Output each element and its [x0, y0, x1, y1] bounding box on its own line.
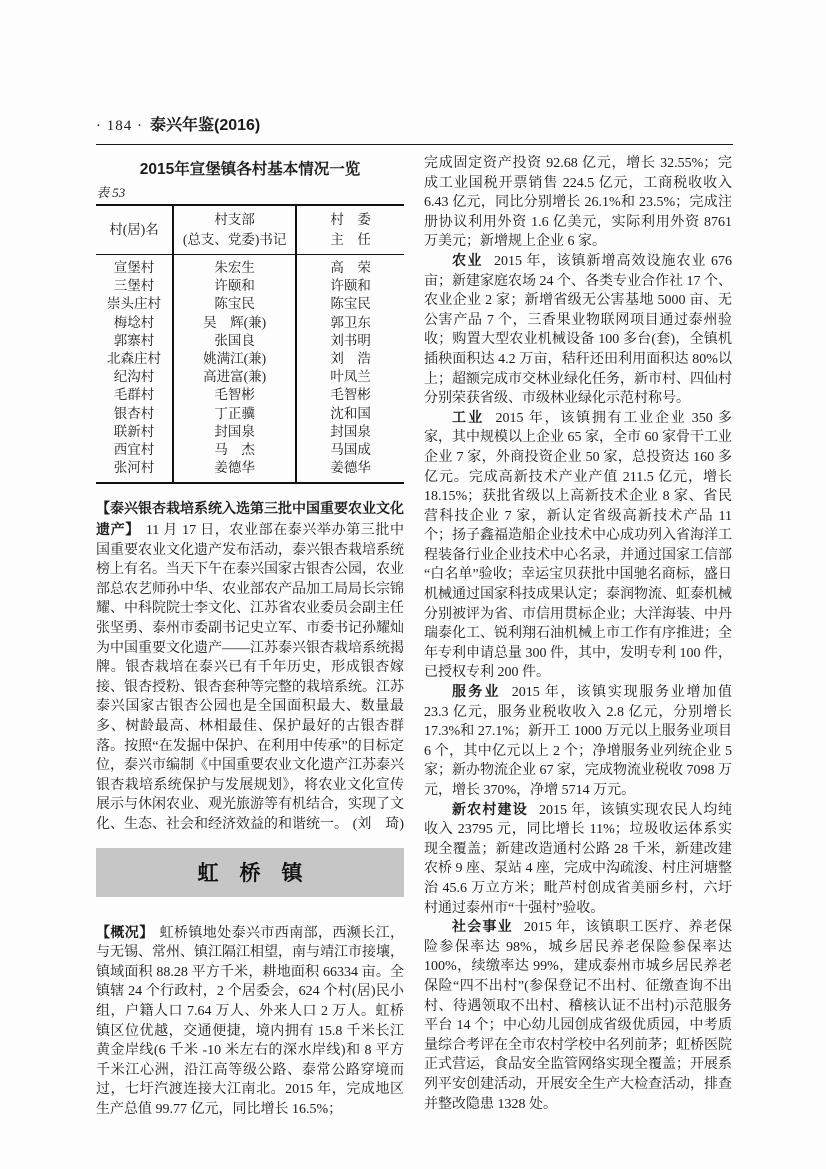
table-row [96, 277, 404, 295]
article-author-credit: (刘 琦) [352, 816, 404, 832]
secretary-cell: 许颐和 [173, 277, 296, 295]
village-cell: 毛群村 [113, 387, 155, 403]
table-title: 2015年宣堡镇各村基本情况一览 [139, 161, 361, 178]
village-cell: 郭寨村 [113, 332, 155, 348]
table-row [96, 441, 404, 459]
overview-entry-label: 【概况】 [96, 923, 154, 940]
table-row [96, 368, 404, 386]
new-countryside-body-text: 2015 年，该镇实现农民人均纯收入 23795 元，同比增长 11%；垃圾收运体系实现全覆盖；新建改造通村公路 28 千米，新建改建农桥 9 座、泵站 4 座，完成中沟疏浚、村庄河塘整治 45.6 万立方米；毗芦村创成省美丽乡村，六圩村通过泰州市“十强村”验收。 [424, 802, 732, 916]
article-entry-title: 【泰兴银杏栽培系统入选第三批中国重要农业文化遗产】 [96, 500, 404, 538]
village-cell: 纪沟村 [113, 369, 155, 385]
social-affairs-label: 社会事业 [452, 920, 513, 936]
page-number: · 184 · [96, 118, 143, 134]
industry-label: 工业 [452, 410, 485, 426]
service-industry-body-text: 2015 年，该镇实现服务业增加值 23.3 亿元，服务业税收收入 2.8 亿元，分别增长 17.3%和 27.1%；新开工 1000 万元以上服务业项目 6 个，其中亿元以上 2 个；净增服务业列统企业 5 家；新办物流企业 67 家，完成物流业税收 7098 万元，增长 370%，净增 5714 万元。 [424, 685, 733, 798]
secretary-cell: 陈宝民 [173, 295, 296, 313]
agriculture-body-text: 2015 年，该镇新增高效设施农业 676 亩；新建家庭农场 24 个、各类专业合作社 17 个、农业企业 2 家；新增省级无公害基地 5000 亩、无公害产品 7 个，三香果业物联网项目通过泰州验收；购置大型农业机械设备 100 多台(套)，全镇机插秧面积达 4.2 万亩，秸秆还田利用面积达 80%以上；超额完成市交林业绿化任务，新市村、四仙村分别荣获省级、市级林业绿化示范村称号。 [424, 253, 732, 407]
table-row [96, 459, 404, 483]
village-cell: 梅埝村 [113, 314, 155, 330]
industry-paragraph [424, 409, 732, 683]
table-row [96, 405, 404, 423]
col-committee-director-line2: 主 任 [330, 232, 371, 247]
col-party-secretary-line1: 村支部 [214, 212, 255, 227]
new-countryside-paragraph [424, 801, 732, 919]
overview-article [96, 923, 404, 1120]
secretary-cell: 封国泉 [173, 423, 296, 441]
secretary-cell: 毛智彬 [173, 386, 296, 404]
table-header [96, 205, 404, 255]
running-head [96, 112, 733, 145]
table-body [96, 255, 404, 484]
left-column [96, 154, 404, 1119]
village-cadres-table [96, 204, 404, 484]
col-party-secretary [173, 205, 296, 255]
town-section-title: 虹 桥 镇 [197, 862, 303, 886]
page-content [96, 112, 733, 1119]
article-body-text: 11 月 17 日，农业部在泰兴举办第三批中国重要农业文化遗产发布活动，泰兴银杏栽培系统榜上有名。当天下午在泰兴国家古银杏公园，农业部总农艺师孙中华、农业部农产品加工局局长宗锦耀、中科院院士李文化、江苏省农业委员会副主任张坚勇、泰州市委副书记史立军、市委书记孙耀灿为中国重要文化遗产——江苏泰兴银杏栽培系统揭牌。银杏栽培在泰兴已有千年历史，形成银杏嫁接、银杏授粉、银杏套种等完整的栽培系统。江苏泰兴国家古银杏公园也是全国面积最大、数量最多、树龄最高、林相最佳、保护最好的古银杏群落。按照“在发掘中保护、在利用中传承”的目标定位，泰兴市编制《中国重要农业文化遗产江苏泰兴银杏栽培系统保护与发展规划》，将农业文化宣传展示与休闲农业、观光旅游等有机结合，实现了文化、生态、社会和经济效益的和谐统一。 [96, 523, 405, 832]
agriculture-label: 农业 [452, 253, 483, 269]
village-cell: 张河村 [113, 460, 155, 476]
table-row [96, 350, 404, 368]
table-row [96, 314, 404, 332]
col-committee-director [296, 205, 404, 255]
col-village-name: 村(居)名 [96, 205, 173, 255]
village-cell: 崇头庄村 [107, 296, 161, 312]
village-cell: 北森庄村 [107, 351, 161, 367]
village-cell: 西宜村 [113, 442, 155, 458]
secretary-cell: 丁正骥 [173, 405, 296, 423]
village-cell: 联新村 [113, 423, 155, 439]
table-row [96, 386, 404, 404]
director-cell: 刘 浩 [296, 350, 404, 368]
secretary-cell: 马 杰 [173, 441, 296, 459]
table-number-label: 表 53 [96, 185, 126, 200]
social-affairs-body-text: 2015 年，该镇职工医疗、养老保险参保率达 98%，城乡居民养老保险参保率达 100%，续缴率达 99%，建成泰州市城乡居民养老保险“四不出村”(参保登记不出村、征缴查询不出村、待遇领取不出村、稽核认证不出村)示范服务平台 14 个；中心幼儿园创成省级优质园，中考质量综合考评在全市农村学校中名列前茅；虹桥医院正式营运，食品安全监管网络实现全覆盖；开展系列平安创建活动，开展安全生产大检查活动，排查并整改隐患 1328 处。 [424, 920, 732, 1112]
director-cell: 毛智彬 [296, 386, 404, 404]
director-cell: 高 荣 [296, 255, 404, 278]
table-row [96, 332, 404, 350]
town-section-banner [96, 848, 404, 897]
secretary-cell: 姜德华 [173, 459, 296, 483]
two-column-layout [96, 154, 733, 1119]
director-cell: 郭卫东 [296, 314, 404, 332]
secretary-cell: 张国良 [173, 332, 296, 350]
director-cell: 刘书明 [296, 332, 404, 350]
village-cell: 三堡村 [113, 278, 155, 294]
director-cell: 沈和国 [296, 405, 404, 423]
director-cell: 陈宝民 [296, 295, 404, 313]
book-title: 泰兴年鉴(2016) [150, 117, 261, 134]
secretary-cell: 朱宏生 [173, 255, 296, 278]
director-cell: 叶凤兰 [296, 368, 404, 386]
col-committee-director-line1: 村 委 [330, 212, 371, 227]
director-cell: 许颐和 [296, 277, 404, 295]
service-industry-label: 服务业 [452, 685, 501, 701]
industry-body-text: 2015 年，该镇拥有工业企业 350 多家，其中规模以上企业 65 家，全市 60 家骨干工业企业 7 家，外商投资企业 50 家，总投资达 160 多亿元。完成高新技术产业产值 211.5 亿元，增长 18.15%；获批省级以上高新技术企业 8 家、省民营科技企业 7 家，新认定省级高新技术产品 11 个；扬子鑫福造船企业技术中心成功列入省海洋工程装备行业企业技术中心名录，并通过国家工信部“白名单”验收；幸运宝贝获批中国驰名商标，盛日机械通过国家科技成果认定；泰润物流、虹泰机械分别被评为省、市信用贯标企业；大洋海装、中丹瑞泰化工、锐利翔石油机械上市工作有序推进；全年专利申请总量 300 件，其中，发明专利 100 件，已授权专利 200 件。 [424, 410, 733, 681]
service-industry-paragraph [424, 683, 732, 801]
table-row [96, 255, 404, 278]
agriculture-paragraph [424, 252, 732, 409]
director-cell: 马国成 [296, 441, 404, 459]
village-cell: 宣堡村 [113, 260, 155, 275]
village-cell: 银杏村 [113, 405, 155, 421]
ginkgo-heritage-article [96, 499, 404, 834]
table-header-row [96, 205, 404, 255]
secretary-cell: 姚满江(兼) [173, 350, 296, 368]
secretary-cell: 高进富(兼) [173, 368, 296, 386]
table-row [96, 295, 404, 313]
director-cell: 封国泉 [296, 423, 404, 441]
new-countryside-label: 新农村建设 [452, 802, 528, 818]
overview-continuation-text: 完成固定资产投资 92.68 亿元，增长 32.55%；完成工业国税开票销售 224.5 亿元，工商税收收入 6.43 亿元，同比分别增长 26.1%和 23.5%；完成注册协议利用外资 1.6 亿美元，实际利用外资 8761 万美元；新增规上企业 6 家。 [424, 156, 732, 250]
col-party-secretary-line2: (总支、党委)书记 [182, 232, 287, 247]
table-row [96, 423, 404, 441]
director-cell: 姜德华 [296, 459, 404, 483]
overview-body-text: 虹桥镇地处泰兴市西南部，西濒长江，与无锡、常州、镇江隔江相望，南与靖江市接壤，镇域面积 88.28 平方千米，耕地面积 66334 亩。全镇辖 24 个行政村，2 个居委会，624 个村(居)民小组，户籍人口 7.64 万人、外来人口 2 万人。虹桥镇区位优越，交通便捷，境内拥有 15.8 千米长江黄金岸线(6 千米 -10 米左右的深水岸线)和 8 平方千米江心洲，沿江高等级公路、泰常公路穿境而过，七圩汽渡连接大江南北。2015 年，完成地区生产总值 99.77 亿元，同比增长 16.5%； [96, 925, 405, 1117]
social-affairs-paragraph [424, 918, 732, 1114]
secretary-cell: 吴 辉(兼) [173, 314, 296, 332]
right-column [424, 154, 732, 1119]
